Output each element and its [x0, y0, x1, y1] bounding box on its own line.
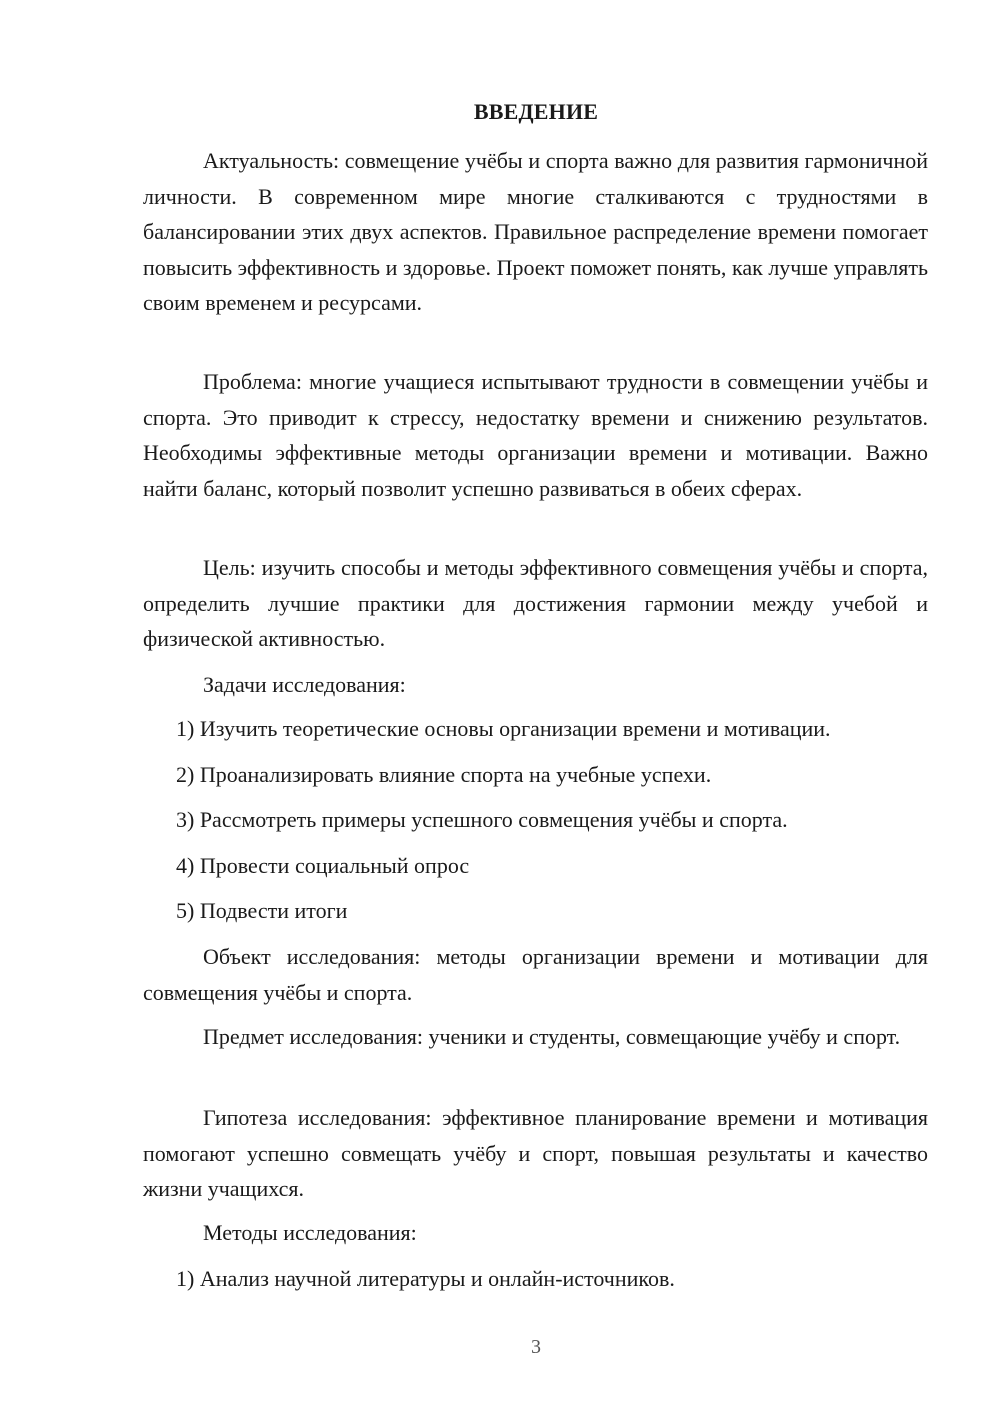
task-item: 3) Рассмотреть примеры успешного совмещения учёбы и спорта. — [176, 807, 788, 832]
task-item: 1) Изучить теоретические основы организации времени и мотивации. — [176, 716, 831, 741]
relevance-paragraph: Актуальность: совмещение учёбы и спорта важно для развития гармоничной личности. В современном мире многие сталкиваются с трудностями в балансировании этих двух аспектов. Правильное распределение времени помогает повысить эффективность и здоровье. Проект поможет понять, как лучше управлять своим временем и ресурсами. — [143, 148, 928, 315]
hypothesis-paragraph: Гипотеза исследования: эффективное планирование времени и мотивация помогают успешно совмещать учёбу и спорт, повышая результаты и качество жизни учащихся. — [143, 1105, 928, 1201]
subject-paragraph: Предмет исследования: ученики и студенты, совмещающие учёбу и спорт. — [203, 1024, 901, 1049]
task-item: 4) Провести социальный опрос — [176, 853, 470, 878]
tasks-heading: Задачи исследования: — [203, 672, 406, 697]
page-number: 3 — [531, 1336, 541, 1358]
goal-paragraph: Цель: изучить способы и методы эффективного совмещения учёбы и спорта, определить лучшие практики для достижения гармонии между учебой и физической активностью. — [143, 555, 928, 651]
task-item: 5) Подвести итоги — [176, 898, 348, 923]
section-title: ВВЕДЕНИЕ — [473, 99, 599, 124]
object-paragraph: Объект исследования: методы организации времени и мотивации для совмещения учёбы и спорта. — [143, 944, 928, 1005]
task-item: 2) Проанализировать влияние спорта на учебные успехи. — [176, 762, 712, 787]
problem-paragraph: Проблема: многие учащиеся испытывают трудности в совмещении учёбы и спорта. Это приводит к стрессу, недостатку времени и снижению результатов. Необходимы эффективные методы организации времени и мотивации. Важно найти баланс, который позволит успешно развиваться в обеих сферах. — [143, 369, 928, 501]
method-item: 1) Анализ научной литературы и онлайн-источников. — [176, 1266, 675, 1291]
methods-heading: Методы исследования: — [203, 1220, 417, 1245]
